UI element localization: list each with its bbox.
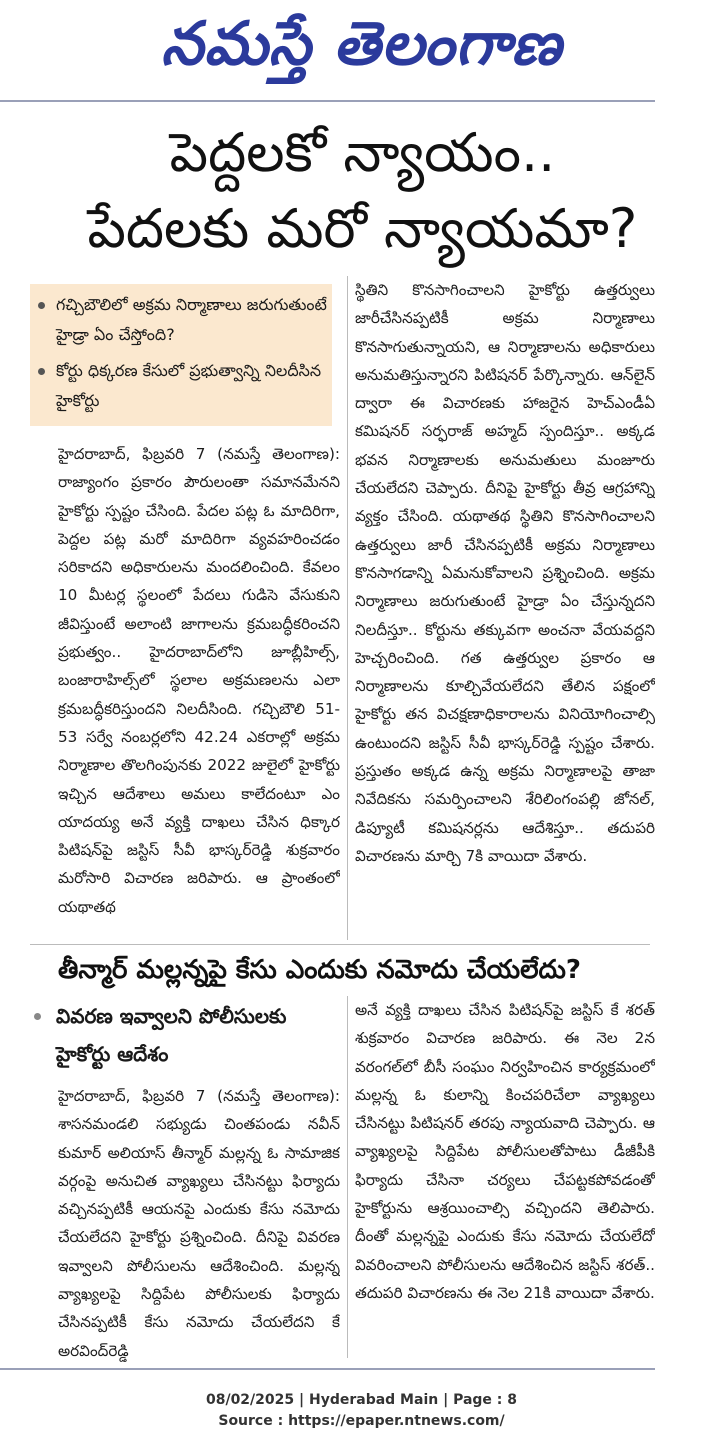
masthead	[0, 0, 723, 100]
headline-line-2: పేదలకు మరో న్యాయమా?	[87, 197, 638, 260]
highlight-item	[38, 290, 328, 350]
bullet-icon	[38, 302, 45, 309]
headline-line-1: పెద్దలకో న్యాయం..	[169, 121, 556, 184]
highlight-item	[38, 356, 328, 416]
section-divider	[30, 944, 650, 945]
footer-edition-info: 08/02/2025 | Hyderabad Main | Page : 8	[205, 1392, 518, 1408]
footer-source: Source : https://epaper.ntnews.com/	[218, 1413, 505, 1429]
story2-column-left: హైదరాబాద్, ఫిబ్రవరి 7 (నమస్తే తెలంగాణ): శాసనమండలి సభ్యుడు చింతపండు నవీన్ కుమార్ అలియాస్ తీన్మార్ మల్లన్న ఓ సామాజిక వర్గంపై అనుచిత వ్యాఖ్యలు చేసినట్టు ఫిర్యాదు వచ్చినప్పటికీ ఆయనపై ఎందుకు కేసు నమోదు చేయలేదని హైకోర్టు ప్రశ్నించింది. దీనిపై వివరణ ఇవ్వాలని పోలీసులను ఆదేశించింది. మల్లన్న వ్యాఖ్యలపై సిద్దిపేట పోలీసులకు ఫిర్యాదు చేసినప్పటికీ కేసు నమోదు చేయలేదని కే అరవింద్‌రెడ్డి	[58, 1087, 340, 1360]
highlight-text: గచ్చిబౌలిలో అక్రమ నిర్మాణాలు జరుగుతుంటే హైడ్రా ఏం చేస్తోంది?	[56, 295, 327, 344]
highlights-box	[30, 284, 332, 426]
story2-column-right: అనే వ్యక్తి దాఖలు చేసిన పిటిషన్‌పై జస్టిస్ కే శరత్ శుక్రవారం విచారణ జరిపారు. ఈ నెల 2న వరంగల్‌లో బీసీ సంఘం నిర్వహించిన కార్యక్రమంలో మల్లన్న ఓ కులాన్ని కించపరిచేలా వ్యాఖ్యలు చేసినట్టు పిటిషనర్ తరపు న్యాయవాది చెప్పారు. ఆ వ్యాఖ్యలపై సిద్దిపేట పోలీసులతోపాటు డీజీపీకి ఫిర్యాదు చేసినా చర్యలు చేపట్టకపోవడంతో హైకోర్టును ఆశ్రయించాల్సి వచ్చిందని తెలిపారు. దీంతో మల్లన్నపై ఎందుకు కేసు నమోదు చేయలేదో వివరించాలని పోలీసులను ఆదేశించిన జస్టిస్ శరత్.. తదుపరి విచారణను ఈ నెల 21కి వాయిదా వేశారు.	[355, 1001, 655, 1302]
column-divider	[347, 276, 348, 940]
bottom-rule	[0, 1368, 655, 1370]
story2-subheading	[30, 1000, 340, 1076]
bullet-icon	[38, 368, 45, 375]
story1-column-left: హైదరాబాద్, ఫిబ్రవరి 7 (నమస్తే తెలంగాణ): రాజ్యాంగం ప్రకారం పౌరులంతా సమానమేనని హైకోర్టు స్పష్టం చేసింది. పేదల పట్ల ఓ మాదిరిగా, పెద్దల పట్ల మరో మాదిరిగా వ్యవహరించడం సరికాదని అధికారులను మందలించింది. కేవలం 10 మీటర్ల స్థలంలో పేదలు గుడిసె వేసుకుని జీవిస్తుంటే అలాంటి జాగాలను క్రమబద్ధీకరించని ప్రభుత్వం.. హైదరాబాద్‌లోని జూబ్లీహిల్స్, బంజారాహిల్స్‌లో స్థలాల అక్రమణలను ఎలా క్రమబద్ధీకరిస్తుందని నిలదీసింది. గచ్చిబౌలి 51-53 సర్వే నంబర్లలోని 42.24 ఎకరాల్లో అక్రమ నిర్మాణాల తొలగింపునకు 2022 జులైలో హైకోర్టు ఇచ్చిన ఆదేశాలు అమలు కాలేదంటూ ఎం యాదయ్య అనే వ్యక్తి దాఖలు చేసిన ధిక్కార పిటిషన్‌పై జస్టిస్ సీవీ భాస్కర్‌రెడ్డి శుక్రవారం మరోసారి విచారణ జరిపారు. ఆ ప్రాంతంలో యథాతథ	[58, 445, 340, 916]
highlight-text: కోర్టు ధిక్కరణ కేసులో ప్రభుత్వాన్ని నిలదీసిన హైకోర్టు	[56, 361, 322, 410]
top-rule	[0, 100, 655, 102]
story2-sub-line-1: వివరణ ఇవ్వాలని పోలీసులకు	[56, 1004, 287, 1028]
story1-column-right: స్థితిని కొనసాగించాలని హైకోర్టు ఉత్తర్వులు జారీచేసినప్పటికీ అక్రమ నిర్మాణాలు కొనసాగుతున్నాయని, ఆ నిర్మాణాలను అధికారులు అనుమతిస్తున్నారని పిటిషనర్ పేర్కొన్నారు. ఆన్‌లైన్ ద్వారా ఈ విచారణకు హాజరైన హెచ్ఎండీఏ కమిషనర్ సర్ఫరాజ్ అహ్మద్ స్పందిస్తూ.. అక్కడ భవన నిర్మాణాలకు అనుమతులు మంజూరు చేయలేదని చెప్పారు. దీనిపై హైకోర్టు తీవ్ర ఆగ్రహాన్ని వ్యక్తం చేసింది. యథాతథ స్థితిని కొనసాగించాలని ఉత్తర్వులు జారీ చేసినప్పటికీ అక్రమ నిర్మాణాలు కొనసాగడాన్ని ఏమనుకోవాలని ప్రశ్నించింది. అక్రమ నిర్మాణాలు జరుగుతుంటే హైడ్రా ఏం చేస్తున్నదని నిలదీస్తూ.. కోర్టును తక్కువగా అంచనా వేయవద్దని హెచ్చరించింది. గత ఉత్తర్వుల ప్రకారం ఆ నిర్మాణాలను కూల్చివేయలేదని తేలిన పక్షంలో హైకోర్టు తన విచక్షణాధికారాలను వినియోగించాల్సి ఉంటుందని జస్టిస్ సీవీ భాస్కర్‌రెడ్డి స్పష్టం చేశారు. ప్రస్తుతం అక్కడ ఉన్న అక్రమ నిర్మాణాలపై తాజా నివేదికను సమర్పించాలని శేరిలింగంపల్లి జోనల్, డిప్యూటీ కమిషనర్లను ఆదేశిస్తూ.. తదుపరి విచారణను మార్చి 7కి వాయిదా వేశారు.	[355, 281, 655, 865]
story2-headline: తీన్మార్ మల్లన్నపై కేసు ఎందుకు నమోదు చేయలేదు?	[58, 955, 581, 985]
newspaper-logo: నమస్తే తెలంగాణ	[160, 9, 563, 79]
column-divider	[347, 996, 348, 1358]
story2-sub-line-2: హైకోర్టు ఆదేశం	[56, 1042, 169, 1066]
bullet-icon	[34, 1013, 41, 1020]
